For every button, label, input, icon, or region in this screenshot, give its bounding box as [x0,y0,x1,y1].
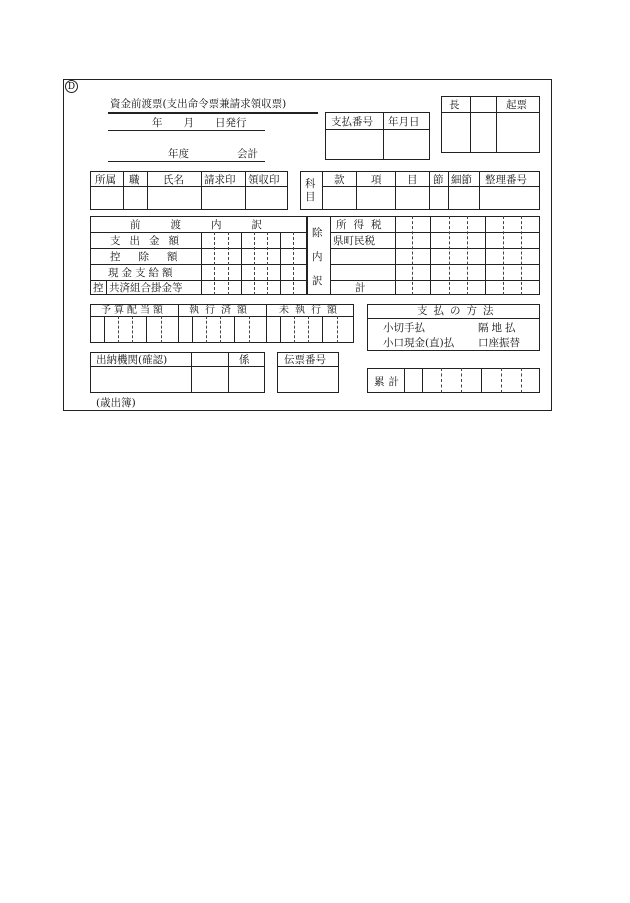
fiscal-year-line [108,161,265,162]
option-check-payment: 小切手払 [383,322,425,334]
title-underline [108,112,318,114]
deduction-label-3: 訳 [312,275,323,287]
row-deduction-total: 計 [355,282,366,294]
form-type-badge: D [65,80,78,93]
date-label: 年月日 [388,116,420,128]
row-expenditure-amount: 支出金額 [110,235,188,247]
header-executed-amount: 執行済額 [189,305,253,316]
treasury-label: 出納機関(確認) [96,354,168,366]
option-remote-payment: 隔地払 [478,322,519,334]
issue-date-line [108,130,265,131]
header-budget-allocation: 予算配当額 [101,305,166,316]
deduction-label-2: 内 [312,251,323,263]
header-unexecuted-amount: 未執行額 [279,305,343,316]
budget-item-label-2: 目 [305,191,316,203]
row-mutual-aid: 共済組合掛金等 [109,282,183,294]
breakdown-header: 前渡内訳 [130,219,292,231]
header-receipt-seal: 領収印 [248,174,280,186]
header-request-seal: 請求印 [204,174,236,186]
header-saisetsu: 細節 [451,174,472,186]
header-name: 氏名 [163,174,184,186]
drafter-label: 起票 [506,99,527,111]
option-petty-cash: 小口現金(直)払 [383,337,455,349]
option-bank-transfer: 口座振替 [478,337,520,349]
header-setsu: 節 [433,174,444,186]
row-cash-payment: 現金支給額 [108,267,176,279]
payment-method-header: 支払の方法 [417,305,500,317]
header-affiliation: 所属 [95,174,116,186]
clerk-label: 係 [239,354,250,366]
header-kan: 款 [334,174,345,186]
fiscal-year: 年度 [168,148,189,160]
mutual-aid-prefix: 控 [93,282,104,294]
cumulative-label: 累計 [374,376,403,388]
account-label: 会計 [237,148,258,160]
row-deduction-amount: 控除額 [110,251,196,263]
header-reference-number: 整理番号 [485,174,527,186]
ledger-note: (歳出簿) [96,397,136,409]
header-moku: 目 [407,174,418,186]
row-income-tax: 所得税 [336,219,389,231]
header-position: 職 [129,174,140,186]
header-kou: 項 [371,174,382,186]
deduction-label-1: 除 [312,227,323,239]
voucher-number-label: 伝票番号 [284,354,326,366]
payment-number-label: 支払番号 [331,116,373,128]
row-resident-tax: 県町民税 [333,235,375,247]
issue-date: 年 月 日発行 [152,117,247,129]
form-title: 資金前渡票(支出命令票兼請求領収票) [110,98,287,110]
budget-item-label-1: 科 [305,178,316,190]
chief-label: 長 [449,99,460,111]
